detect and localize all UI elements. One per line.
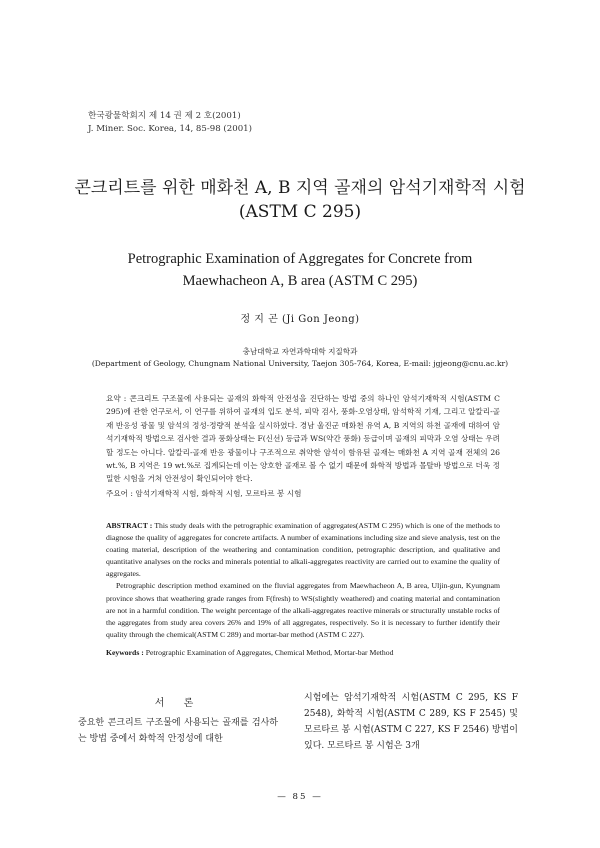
affiliation-english: (Department of Geology, Chungnam National University, Taejon 305-764, Korea, E-mail: jgjeong@cnu.ac.kr) — [91, 359, 509, 368]
abstract-korean — [106, 392, 500, 486]
page-number: — 85 — — [277, 792, 323, 802]
keywords-korean: 주요어 : 암석기재학적 시험, 화학적 시험, 모르타르 봉 시험 — [106, 489, 302, 498]
section-heading-introduction: 서 론 — [154, 698, 202, 709]
affiliation — [60, 346, 540, 370]
abstract-english-para1-text: This study deals with the petrographic examination of aggregates(ASTM C 295) which is one of the methods to diagnose the quality of aggregates for concrete artifacts. A number of examinations including size and sieve analysis, test on the coating material, description of the weathering and contamination condition, petrographic description, and qualitative and quantitative analyses on the rocks and minerals potential to alkali-aggregates reactivity are carried out to examine the quality of aggregates. — [106, 521, 500, 579]
journal-citation — [88, 110, 252, 136]
keywords-english — [106, 648, 500, 657]
title-korean-line2: (ASTM C 295) — [238, 202, 362, 222]
keywords-english-text: Petrographic Examination of Aggregates, Chemical Method, Mortar-bar Method — [145, 648, 394, 657]
affiliation-korean: 충남대학교 자연과학대학 지질학과 — [242, 347, 358, 356]
author-name: 정 지 곤 (Ji Gon Jeong) — [240, 314, 360, 325]
title-english-line2: Maewhacheon A, B area (ASTM C 295) — [182, 273, 418, 289]
body-column-left-text: 중요한 콘크리트 구조물에 사용되는 골재를 검사하는 방법 중에서 화학적 안정성에 대한 — [78, 718, 278, 744]
title-english-line1: Petrographic Examination of Aggregates for Concrete from — [127, 251, 473, 267]
abstract-english-para2: Petrographic description method examined on the fluvial aggregates from Maewhacheon A, B area, Uljin-gun, Kyungnam province shows that weathering grade ranges from F(fresh) to WS(slightly weathered) and coating material and contamination are not in a harmful condition. The weight percentage of the alkali-aggregates reactive minerals or structurally unstable rocks of the aggregates from study area covers 26% and 19% of all aggregates, respectively. So it is necessary to further identify their quality through the chemical(ASTM C 289) and mortar-bar method (ASTM C 227). — [106, 581, 500, 639]
title-english — [60, 248, 540, 292]
abstract-english-para1 — [106, 520, 500, 580]
journal-citation-korean: 한국광물학회지 제 14 권 제 2 호(2001) — [88, 111, 241, 121]
body-column-right-text: 시험에는 암석기재학적 시험(ASTM C 295, KS F 2548), 화학적 시험(ASTM C 289, KS F 2545) 및 모르타르 봉 시험(ASTM C 227, KS F 2546) 방법이 있다. 모르타르 봉 시험은 3개 — [304, 693, 518, 751]
body-column-left — [78, 694, 278, 747]
title-korean — [60, 176, 540, 224]
title-korean-line1: 콘크리트를 위한 매화천 A, B 지역 골재의 암석기재학적 시험 — [74, 178, 526, 198]
keywords-english-label: Keywords : — [106, 648, 146, 657]
abstract-english-label: ABSTRACT : — [106, 521, 155, 530]
abstract-korean-label: 요약 : — [106, 394, 130, 403]
abstract-korean-text: 콘크리트 구조물에 사용되는 골재의 화학적 안전성을 진단하는 방법 중의 하나인 암석기재학적 시험(ASTM C 295)에 관한 연구로서, 이 연구를 위하여 골재의 입도 분석, 피막 검사, 풍화·오염상태, 암석학적 기재, 그리고 알칼리-골재 반응성 광물 및 암석의 정성·정량적 분석을 실시하였다. 경남 울진군 매화천 유역 A, B 지역의 하천 골재에 대하여 암석기재학적 방법으로 검사한 결과 풍화상태는 F(신선) 등급과 WS(약간 풍화) 등급이며 골재의 피막과 오염 상태는 우려할 정도는 아니다. 알칼리-골재 반응 광물이나 구조적으로 취약한 암석이 함유된 골재는 매화천 A 지역 골재 전체의 26 wt.%, B 지역은 19 wt.%로 집계되는데 이는 양호한 골재로 볼 수 없기 때문에 화학적 방법과 몰탈바 방법으로 더욱 정밀한 시험을 거쳐 안전성이 확인되어야 한다. — [106, 394, 501, 484]
journal-citation-english: J. Miner. Soc. Korea, 14, 85-98 (2001) — [88, 124, 252, 134]
abstract-english — [106, 520, 500, 641]
